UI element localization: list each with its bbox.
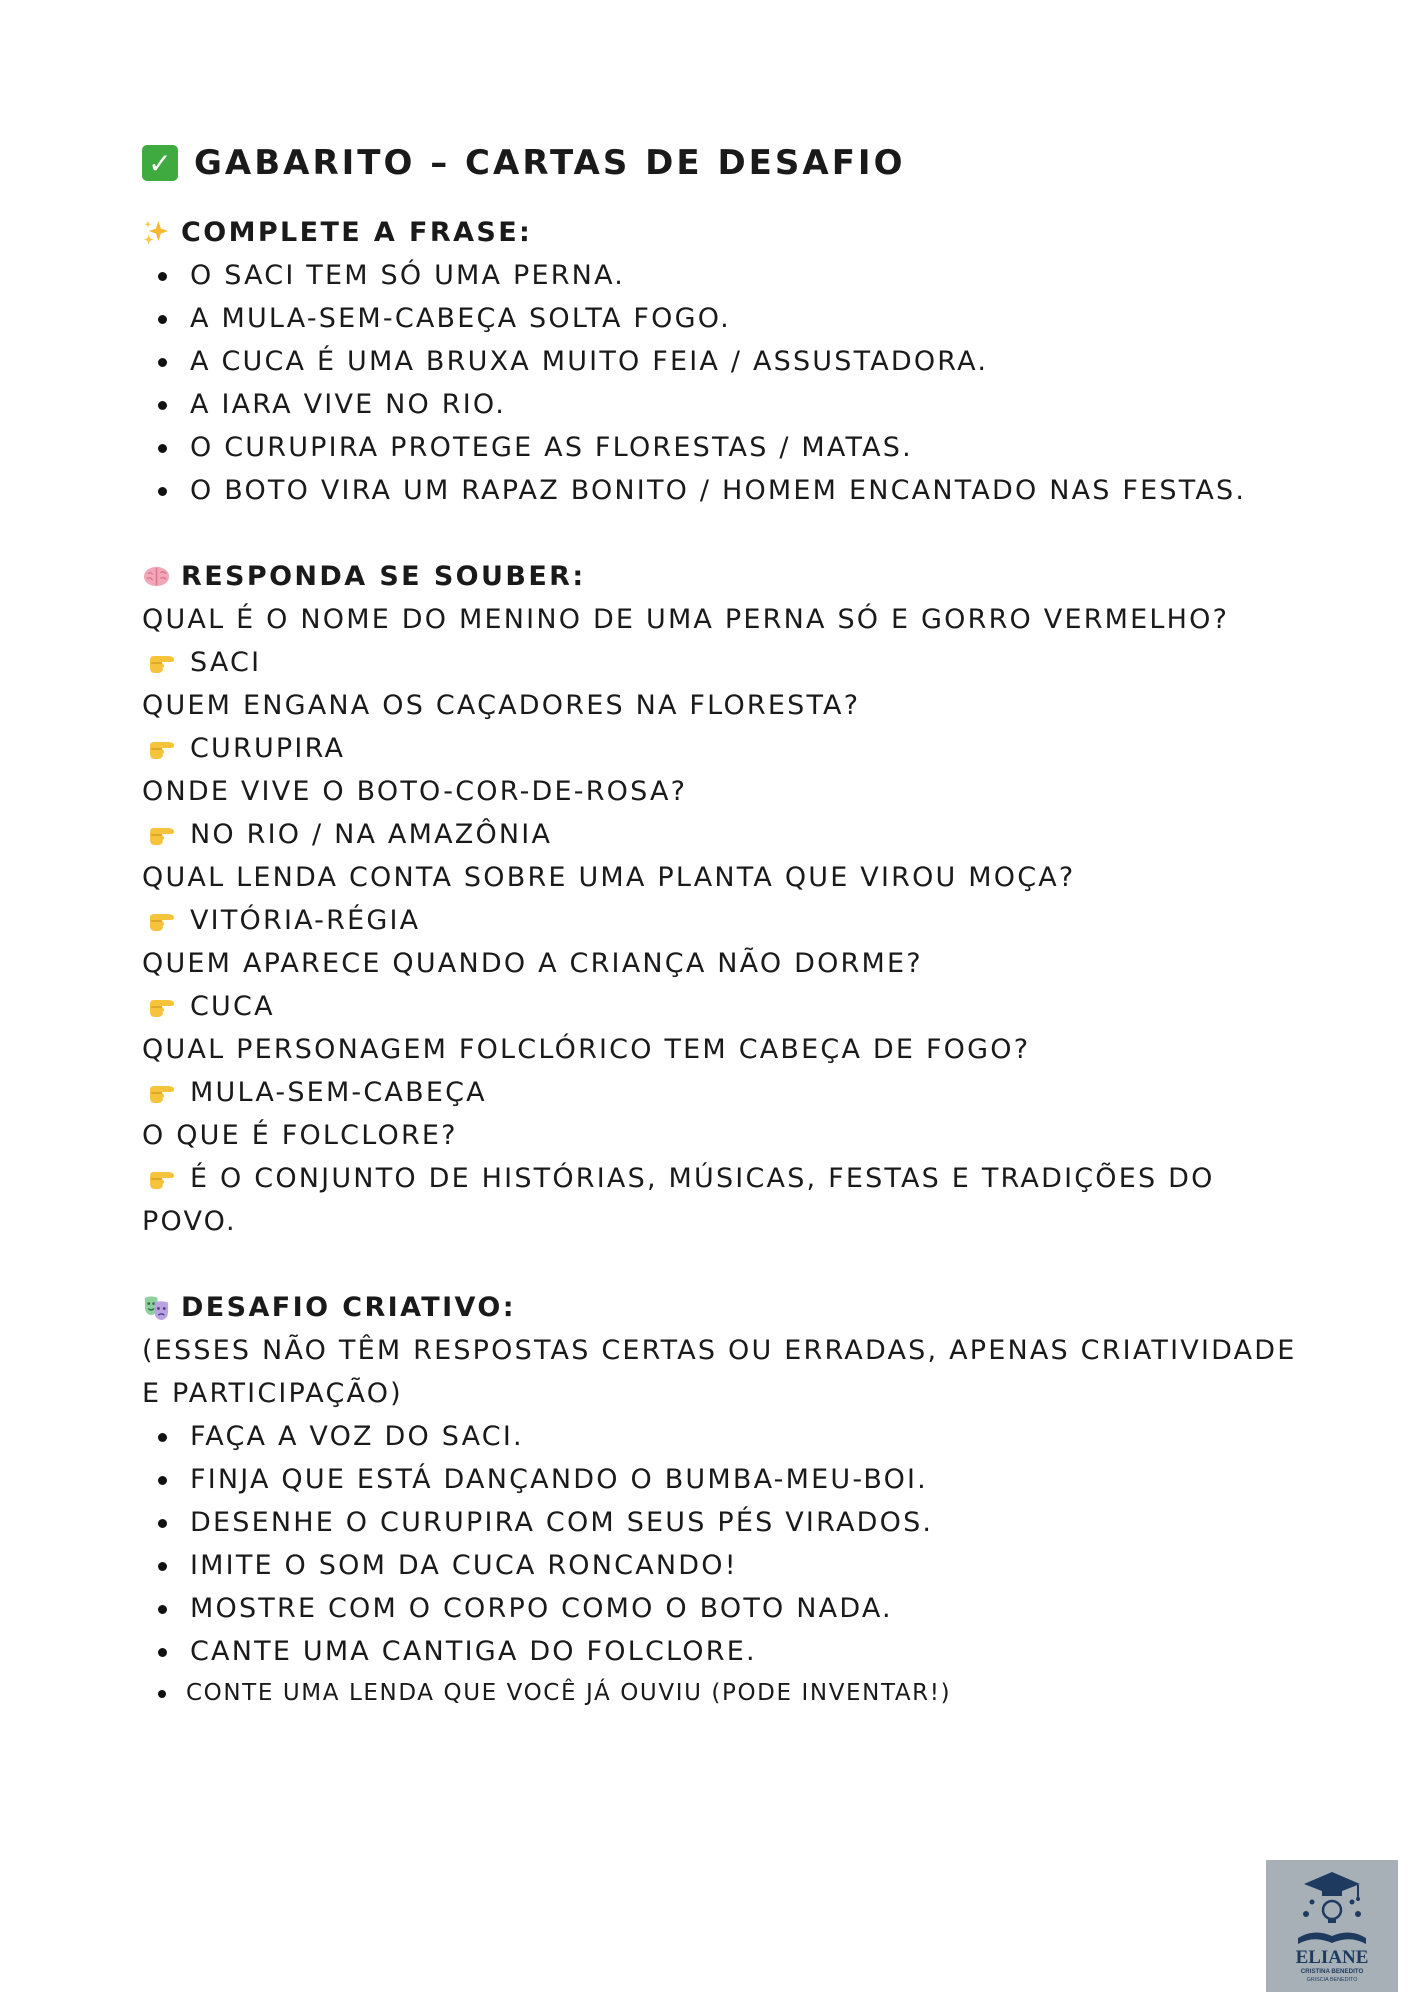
pointing-hand-icon xyxy=(148,1081,178,1105)
section-heading-complete xyxy=(142,211,1282,254)
section-heading-criativo xyxy=(142,1286,1282,1329)
answer-text: CUCA xyxy=(190,991,275,1022)
list-item: DESENHE O CURUPIRA COM SEUS PÉS VIRADOS. xyxy=(142,1501,1282,1544)
question-text: O QUE É FOLCLORE? xyxy=(142,1120,458,1151)
answer-text: É O CONJUNTO DE HISTÓRIAS, MÚSICAS, FESTAS E TRADIÇÕES DO xyxy=(190,1163,1215,1194)
answer-line xyxy=(142,985,1282,1028)
qa-list xyxy=(142,598,1282,1243)
complete-list xyxy=(142,254,1282,512)
theater-masks-icon xyxy=(142,1293,171,1322)
answer-key-content xyxy=(142,135,1297,1713)
question-text: QUEM ENGANA OS CAÇADORES NA FLORESTA? xyxy=(142,690,861,721)
list-item: MOSTRE COM O CORPO COMO O BOTO NADA. xyxy=(142,1587,1282,1630)
spacer xyxy=(142,191,1282,211)
answer-line xyxy=(142,1157,1282,1200)
logo-name: ELIANE xyxy=(1295,1947,1369,1968)
question-text: QUEM APARECE QUANDO A CRIANÇA NÃO DORME? xyxy=(142,948,923,979)
brain-icon xyxy=(142,562,171,591)
criativo-note: (ESSES NÃO TÊM RESPOSTAS CERTAS OU ERRADAS, APENAS CRIATIVIDADE xyxy=(142,1335,1297,1366)
list-item: A IARA VIVE NO RIO. xyxy=(142,383,1282,426)
section-heading-text: RESPONDA SE SOUBER: xyxy=(181,561,586,592)
question-text: QUAL É O NOME DO MENINO DE UMA PERNA SÓ E GORRO VERMELHO? xyxy=(142,604,1230,635)
answer-line xyxy=(142,727,1282,770)
criativo-note: E PARTICIPAÇÃO) xyxy=(142,1378,403,1409)
list-item: IMITE O SOM DA CUCA RONCANDO! xyxy=(142,1544,1282,1587)
section-heading-responda xyxy=(142,555,1282,598)
question-text: ONDE VIVE O BOTO-COR-DE-ROSA? xyxy=(142,776,688,807)
list-item: CANTE UMA CANTIGA DO FOLCLORE. xyxy=(142,1630,1282,1673)
answer-text: VITÓRIA-RÉGIA xyxy=(190,905,421,936)
list-item: O BOTO VIRA UM RAPAZ BONITO / HOMEM ENCANTADO NAS FESTAS. xyxy=(142,469,1282,512)
pointing-hand-icon xyxy=(148,1167,178,1191)
pointing-hand-icon xyxy=(148,737,178,761)
answer-text: NO RIO / NA AMAZÔNIA xyxy=(190,819,553,850)
logo-line3: GRISCIA BENEDITO xyxy=(1306,1977,1358,1983)
list-item: O SACI TEM SÓ UMA PERNA. xyxy=(142,254,1282,297)
criativo-list xyxy=(142,1415,1282,1713)
list-item: FINJA QUE ESTÁ DANÇANDO O BUMBA-MEU-BOI. xyxy=(142,1458,1282,1501)
list-item: CONTE UMA LENDA QUE VOCÊ JÁ OUVIU (PODE INVENTAR!) xyxy=(142,1673,1282,1713)
page-title-text: GABARITO – CARTAS DE DESAFIO xyxy=(194,143,906,183)
check-mark-icon: ✓ xyxy=(142,145,178,181)
question-text: QUAL LENDA CONTA SOBRE UMA PLANTA QUE VIROU MOÇA? xyxy=(142,862,1076,893)
author-logo xyxy=(1266,1860,1398,1992)
list-item: A MULA-SEM-CABEÇA SOLTA FOGO. xyxy=(142,297,1282,340)
answer-line xyxy=(142,813,1282,856)
section-heading-text: COMPLETE A FRASE: xyxy=(181,217,533,248)
pointing-hand-icon xyxy=(148,651,178,675)
answer-line xyxy=(142,641,1282,684)
pointing-hand-icon xyxy=(148,995,178,1019)
answer-line xyxy=(142,899,1282,942)
list-item: A CUCA É UMA BRUXA MUITO FEIA / ASSUSTADORA. xyxy=(142,340,1282,383)
pointing-hand-icon xyxy=(148,823,178,847)
logo-line2: CRISTINA BENEDITO xyxy=(1300,1968,1364,1975)
answer-continuation: POVO. xyxy=(142,1206,237,1237)
answer-line xyxy=(142,1071,1282,1114)
question-text: QUAL PERSONAGEM FOLCLÓRICO TEM CABEÇA DE FOGO? xyxy=(142,1034,1031,1065)
spacer xyxy=(142,512,1282,555)
pointing-hand-icon xyxy=(148,909,178,933)
sparkles-icon xyxy=(142,218,171,247)
list-item: O CURUPIRA PROTEGE AS FLORESTAS / MATAS. xyxy=(142,426,1282,469)
section-heading-text: DESAFIO CRIATIVO: xyxy=(181,1292,516,1323)
answer-text: MULA-SEM-CABEÇA xyxy=(190,1077,487,1108)
list-item: FAÇA A VOZ DO SACI. xyxy=(142,1415,1282,1458)
answer-text: CURUPIRA xyxy=(190,733,346,764)
answer-text: SACI xyxy=(190,647,262,678)
page-title xyxy=(142,135,1282,191)
spacer xyxy=(142,1243,1282,1286)
